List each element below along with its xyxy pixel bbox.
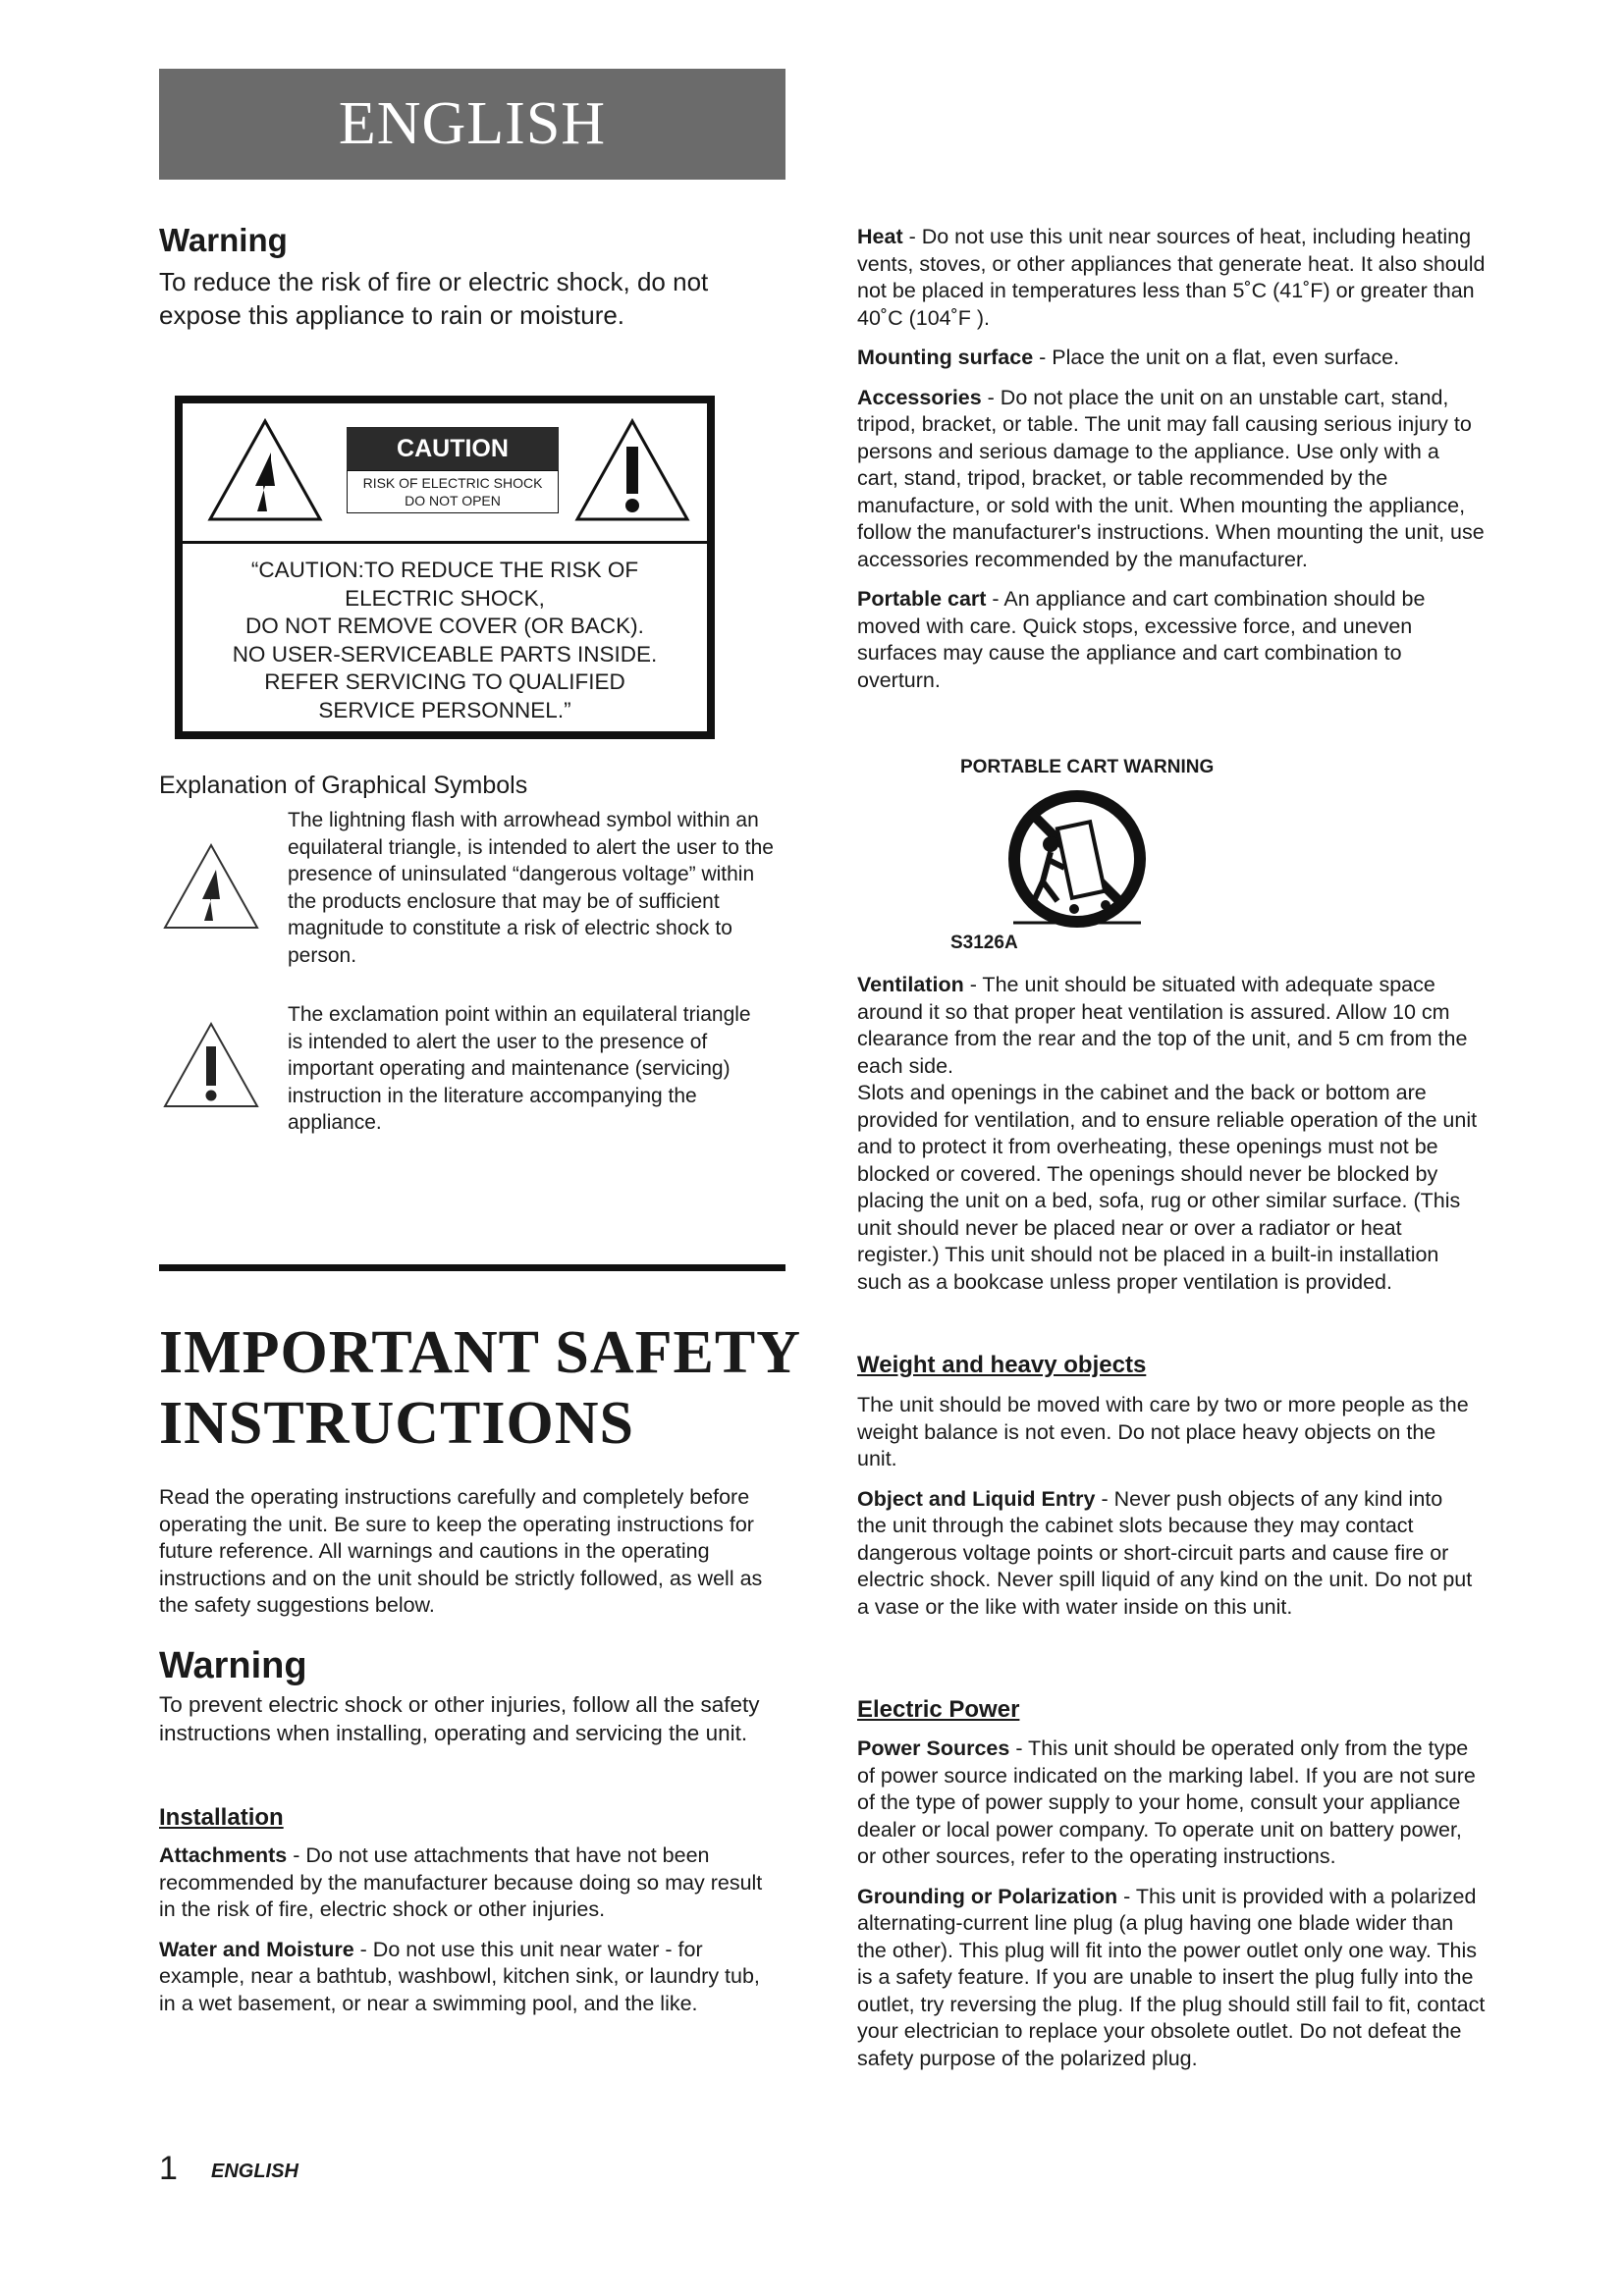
object-text: - Never push objects of any kind into the unit through the cabinet slots because they may contact dangerous voltage points or short-circuit parts and cause fire or electric shock. Never spill liquid of any kind on the unit. Do not put a vase or the like with water inside on this unit.: [857, 1486, 1473, 1619]
grounding-paragraph: [857, 1884, 1486, 2073]
caution-line: REFER SERVICING TO QUALIFIED: [264, 669, 625, 694]
weight-text: The unit should be moved with care by two or more people as the weight balance is not even. Do not place heavy objects on the unit.: [857, 1393, 1469, 1470]
sources-label: Power Sources: [857, 1736, 1010, 1760]
important-safety-title: [159, 1317, 807, 1459]
sources-paragraph: [857, 1735, 1486, 1871]
language-banner: ENGLISH: [159, 69, 785, 180]
exclamation-symbol-description: The exclamation point within an equilateral triangle is intended to alert the user to the presence of important operating and maintenance (servicing) instruction in the literature accompanying the appliance.: [288, 1003, 751, 1134]
cart-warning-title: PORTABLE CART WARNING: [960, 757, 1215, 777]
mounting-label: Mounting surface: [857, 346, 1034, 369]
ventilation-text-2: Slots and openings in the cabinet and the back or bottom are provided for ventilation, and to ensure reliable operation of the unit and to protect it from overheating, these openings must not be blocked or covered. The openings should never be blocked by placing the unit on a bed, sofa, rug or other similar surface. (This unit should never be placed near or over a radiator or heat register.) This unit should not be placed in a built-in installation such as a bookcase unless proper ventilation is provided.: [857, 1081, 1478, 1294]
caution-line: “CAUTION:TO REDUCE THE RISK OF: [250, 558, 639, 582]
attachments-label: Attachments: [159, 1843, 288, 1867]
mounting-text: - Place the unit on a flat, even surface.: [1033, 346, 1400, 369]
ventilation-text: - The unit should be situated with adequate space around it so that proper heat ventilation is assured. Allow 10 cm clearance from the rear and the top of the unit, and 5 cm from the each side.: [857, 973, 1468, 1078]
installation-heading: Installation: [159, 1804, 284, 1831]
symbols-heading: Explanation of Graphical Symbols: [159, 772, 528, 799]
caution-line: DO NOT REMOVE COVER (OR BACK).: [245, 614, 644, 638]
cart-tipover-icon: [1003, 785, 1151, 933]
heat-paragraph: [857, 224, 1486, 332]
sources-text: - This unit should be operated only from the type of power source indicated on the marking label. If you are not sure of the type of power supply to your home, consult your appliance dealer or local power company. To operate unit on battery power, or other sources, refer to the operating instructions.: [857, 1736, 1476, 1868]
attachments-text: - Do not use attachments that have not been recommended by the manufacturer because doing so may result in the risk of fire, electric shock or other injuries.: [159, 1843, 763, 1921]
water-text: - Do not use this unit near water - for example, near a bathtub, washbowl, kitchen sink, or laundry tub, in a wet basement, or near a swimming pool, and the like.: [159, 1937, 760, 2015]
caution-line: NO USER-SERVICEABLE PARTS INSIDE.: [232, 641, 658, 667]
object-label: Object and Liquid Entry: [857, 1486, 1096, 1511]
caution-instructions: [183, 557, 707, 724]
caution-panel: [175, 396, 715, 739]
important-intro: Read the operating instructions carefully and completely before operating the unit. Be sure to keep the operating instructions for future reference. All warnings and cautions in the operating instructions and on the unit should be strictly followed, as well as the safety suggestions below.: [159, 1485, 763, 1617]
risk-line-1: RISK OF ELECTRIC SHOCK: [362, 475, 543, 491]
grounding-text: - This unit is provided with a polarized alternating-current line plug (a plug having one blade wider than the other). This plug will fit into the power outlet only one way. This is a safety feature. If you are unable to insert the plug fully into the outlet, try reversing the plug. If the plug should still fail to fit, contact your electrician to replace your obsolete outlet. Do not defeat the safety purpose of the polarized plug.: [857, 1884, 1486, 2070]
accessories-paragraph: [857, 385, 1486, 574]
section-divider: [159, 1264, 785, 1271]
water-label: Water and Moisture: [159, 1937, 354, 1961]
caution-label: CAUTION: [347, 427, 559, 470]
warning-text-2: To prevent electric shock or other injuries, follow all the safety instructions when installing, operating and servicing the unit.: [159, 1692, 760, 1745]
heat-text: - Do not use this unit near sources of heat, including heating vents, stoves, or other appliances that generate heat. It also should not be placed in temperatures less than 5˚C (41˚F) or greater than 40˚C (104˚F ).: [857, 225, 1486, 330]
accessories-label: Accessories: [857, 385, 982, 409]
title-line-2: INSTRUCTIONS: [159, 1390, 635, 1457]
caution-panel-top: [183, 403, 707, 544]
cart-label: Portable cart: [857, 587, 987, 611]
grounding-label: Grounding or Polarization: [857, 1884, 1118, 1908]
footer-language: ENGLISH: [211, 2161, 298, 2182]
power-section: [857, 1735, 1486, 2085]
lightning-symbol-icon: [162, 842, 260, 931]
accessories-text: - Do not place the unit on an unstable cart, stand, tripod, bracket, or table. The unit may fall causing serious injury to persons and serious damage to the appliance. Use only with a cart, stand, tripod, bracket, or table recommended by the manufacture, or sold with the unit. When mounting the appliance, follow the manufacturer's instructions. When mounting the unit, use accessories recommended by the manufacturer.: [857, 385, 1485, 571]
ventilation-section: [857, 972, 1486, 1296]
caution-line: ELECTRIC SHOCK,: [345, 585, 545, 611]
installation-body: [159, 1842, 778, 2030]
exclamation-triangle-icon: [573, 417, 691, 523]
cart-paragraph: [857, 586, 1486, 694]
weight-heading: Weight and heavy objects: [857, 1352, 1147, 1378]
risk-line-2: DO NOT OPEN: [405, 493, 501, 508]
title-line-1: IMPORTANT SAFETY: [159, 1319, 801, 1386]
water-paragraph: [159, 1937, 778, 2018]
object-paragraph: [857, 1486, 1476, 1622]
ventilation-label: Ventilation: [857, 973, 964, 996]
mounting-paragraph: [857, 345, 1486, 372]
lightning-symbol-description: The lightning flash with arrowhead symbol within an equilateral triangle, is intended to alert the user to the presence of uninsulated “dangerous voltage” within the products enclosure that may be of sufficient magnitude to constitute a risk of electric shock to person.: [288, 809, 774, 967]
heat-label: Heat: [857, 225, 903, 248]
lightning-triangle-icon: [206, 417, 324, 523]
cart-text: - An appliance and cart combination should be moved with care. Quick stops, excessive force, and uneven surfaces may cause the appliance and cart combination to overturn.: [857, 587, 1426, 692]
warning-text: To reduce the risk of fire or electric shock, do not expose this appliance to rain or moisture.: [159, 267, 709, 330]
page-number: 1: [159, 2150, 178, 2187]
power-heading: Electric Power: [857, 1696, 1020, 1723]
caution-line: SERVICE PERSONNEL.”: [318, 697, 571, 722]
cart-code: S3126A: [950, 933, 1018, 953]
ventilation-paragraph: [857, 972, 1486, 1080]
warning-heading-2: Warning: [159, 1645, 307, 1686]
right-column-top: [857, 224, 1486, 707]
weight-section: [857, 1392, 1476, 1633]
risk-of-shock-label: [347, 470, 559, 513]
exclamation-symbol-icon: [162, 1021, 260, 1109]
warning-heading: Warning: [159, 222, 288, 258]
attachments-paragraph: [159, 1842, 778, 1924]
